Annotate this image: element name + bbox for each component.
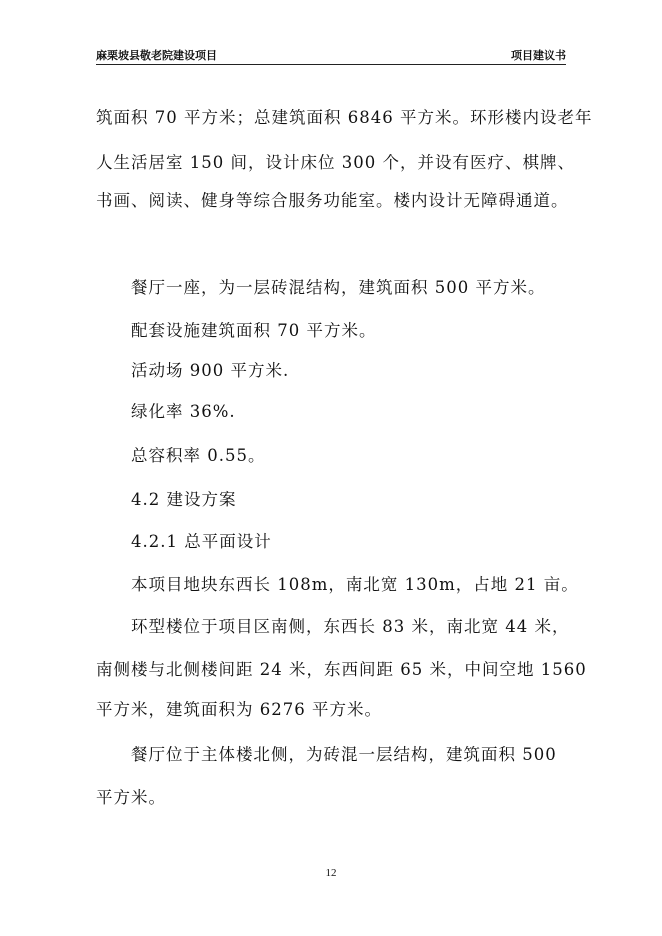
subsection-heading: 4.2.1 总平面设计 [131, 532, 272, 551]
page-header [96, 44, 566, 65]
paragraph-activity-area: 活动场 900 平方米. [131, 361, 290, 380]
section-heading: 4.2 建设方案 [131, 490, 237, 509]
header-document-type: 项目建议书 [511, 49, 566, 62]
paragraph-line: 筑面积 70 平方米；总建筑面积 6846 平方米。环形楼内设老年 [96, 108, 593, 127]
paragraph-line: 书画、阅读、健身等综合服务功能室。楼内设计无障碍通道。 [96, 191, 569, 210]
paragraph-facilities: 配套设施建筑面积 70 平方米。 [131, 321, 377, 340]
paragraph-line: 人生活居室 150 间，设计床位 300 个，并设有医疗、棋牌、 [96, 153, 575, 172]
paragraph-site-dimensions: 本项目地块东西长 108m，南北宽 130m，占地 21 亩。 [131, 575, 579, 594]
paragraph-dining-hall: 餐厅一座，为一层砖混结构，建筑面积 500 平方米。 [131, 278, 546, 297]
paragraph-green-rate: 绿化率 36%. [131, 402, 236, 421]
paragraph-line: 环型楼位于项目区南侧，东西长 83 米，南北宽 44 米， [131, 617, 570, 636]
paragraph-line: 平方米，建筑面积为 6276 平方米。 [96, 700, 382, 719]
paragraph-plot-ratio: 总容积率 0.55。 [131, 446, 266, 465]
page-number: 12 [325, 867, 337, 879]
paragraph-line: 平方米。 [96, 788, 166, 807]
paragraph-line: 餐厅位于主体楼北侧，为砖混一层结构，建筑面积 500 [131, 745, 557, 764]
paragraph-line: 南侧楼与北侧楼间距 24 米，东西间距 65 米，中间空地 1560 [96, 660, 587, 679]
header-project-title: 麻栗坡县敬老院建设项目 [96, 49, 217, 62]
